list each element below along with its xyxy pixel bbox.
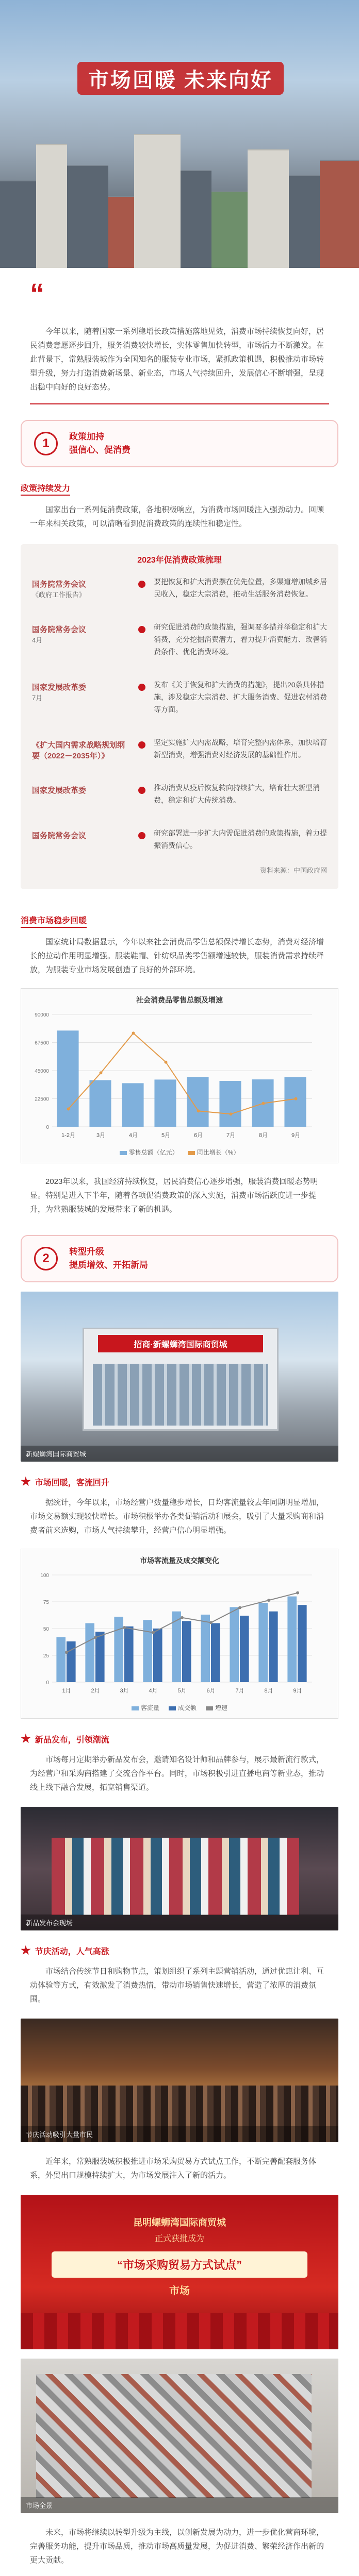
- x-tick-label: 7月: [226, 1132, 236, 1139]
- bar: [230, 1607, 239, 1682]
- x-tick-label: 1-2月: [61, 1132, 75, 1139]
- x-tick-label: 8月: [264, 1688, 273, 1694]
- chart-retail-svg: [26, 1008, 333, 1142]
- line-point: [123, 1626, 126, 1629]
- market-building-photo: [21, 1292, 338, 1462]
- y-tick-label: 50: [43, 1626, 49, 1632]
- x-tick-label: 8月: [258, 1132, 268, 1139]
- line-point: [197, 1109, 200, 1112]
- section-1-subhead-2: 消费市场稳步回暖: [21, 914, 87, 928]
- line-point: [230, 1112, 233, 1115]
- line-point: [152, 1631, 155, 1634]
- x-tick-label: 9月: [293, 1688, 302, 1694]
- bar: [219, 1081, 241, 1127]
- hero-image: [0, 0, 359, 268]
- banner-line2: 正式获批成为: [154, 2234, 204, 2243]
- festival-photo: [21, 2019, 338, 2142]
- star-head-1: ★ 市场回暖，客流回升: [21, 1475, 109, 1488]
- line-point: [296, 1591, 299, 1595]
- bar: [153, 1629, 162, 1682]
- star-head-3: ★ 节庆活动，人气高涨: [21, 1944, 109, 1957]
- photo-1-caption: 新螺蛳湾国际商贸城: [21, 1446, 338, 1462]
- timeline-text: 发布《关于恢复和扩大消费的措施》，提出20条具体措施，涉及稳定大宗消费、扩大服务消费、促进农村消费等方面。: [154, 681, 327, 714]
- timeline-text: 研究部署进一步扩大内需促进消费的政策措施，着力提振消费信心。: [154, 829, 327, 850]
- timeline-row: [32, 621, 327, 658]
- star-icon: ★: [21, 1475, 31, 1488]
- timeline-org: 国务院常务会议 4月: [32, 625, 87, 644]
- section-1-number: 1: [34, 432, 58, 455]
- chart-retail-legend-line: 同比增长（%）: [188, 1148, 240, 1157]
- y-tick-label: 100: [40, 1573, 49, 1579]
- timeline-dot: [138, 626, 145, 633]
- y-tick-label: 90000: [35, 1012, 49, 1018]
- bar: [284, 1077, 306, 1127]
- x-tick-label: 2月: [91, 1688, 100, 1694]
- line-point: [238, 1606, 241, 1609]
- x-tick-label: 6月: [193, 1132, 203, 1139]
- chart-retail-title: 社会消费品零售总额及增速: [136, 996, 223, 1004]
- y-tick-label: 0: [46, 1125, 49, 1130]
- chart-market-svg: [26, 1569, 333, 1698]
- x-tick-label: 7月: [235, 1688, 244, 1694]
- timeline-row: [32, 575, 327, 600]
- star-2-para: 市场每月定期举办新品发布会，邀请知名设计师和品牌参与，展示最新流行款式，为经营户和采购商搭建了交流合作平台。同时，市场积极引进直播电商等新业态，推动线上线下融合发展，拓宽销售渠道。: [30, 1755, 324, 1792]
- x-tick-label: 5月: [161, 1132, 171, 1139]
- aerial-photo: [21, 2359, 338, 2513]
- section-1-title-line2: 强信心、促消费: [69, 445, 130, 455]
- photo-4-caption: 市场全景: [21, 2497, 338, 2513]
- banner-line3: “市场采购贸易方式试点”: [52, 2251, 307, 2278]
- banner-line4: 市场: [169, 2285, 190, 2297]
- bar: [298, 1605, 307, 1682]
- intro-quote-mark: “: [30, 277, 44, 310]
- y-tick-label: 75: [43, 1600, 49, 1605]
- line-point: [65, 1651, 68, 1654]
- section-2-header: [21, 1235, 338, 1282]
- bar: [89, 1080, 111, 1127]
- x-tick-label: 1月: [62, 1688, 71, 1694]
- bar: [57, 1030, 78, 1127]
- timeline-org: 国家发展改革委 7月: [32, 683, 87, 702]
- bar: [114, 1617, 123, 1682]
- photo-3-caption: 节庆活动吸引大量市民: [21, 2126, 338, 2142]
- hero-title: 市场回暖 未来向好: [88, 69, 273, 92]
- timeline-org: 国务院常务会议: [32, 832, 87, 840]
- bar: [240, 1616, 249, 1682]
- x-tick-label: 3月: [120, 1688, 129, 1694]
- star-icon: ★: [21, 1732, 31, 1745]
- line-point: [262, 1102, 265, 1105]
- timeline-row: [32, 827, 327, 852]
- line-point: [267, 1599, 270, 1602]
- timeline-text: 坚定实施扩大内需战略，培育完整内需体系，加快培育新型消费，增强消费对经济发展的基础性作用。: [154, 738, 327, 759]
- bar: [122, 1083, 143, 1127]
- section-2-number: 2: [34, 1247, 58, 1270]
- line-point: [165, 1061, 168, 1064]
- bar: [124, 1626, 134, 1682]
- star-head-2: ★ 新品发布，引领潮流: [21, 1732, 109, 1745]
- section-1-title-line1: 政策加持: [69, 432, 104, 442]
- bar: [143, 1620, 152, 1682]
- section-2-title-line2: 提质增效、开拓新局: [69, 1260, 148, 1270]
- bar: [95, 1632, 105, 1682]
- y-tick-label: 45000: [35, 1069, 49, 1074]
- star-1-para: 据统计，今年以来，市场经营户数量稳步增长，日均客流量较去年同期明显增加，市场交易额实现较快增长。市场积极举办各类促销活动和展会，吸引了大量采购商和消费者前来选购，市场人气持续攀升，经营户信心明显增强。: [30, 1498, 324, 1535]
- bar: [269, 1612, 278, 1682]
- timeline-note: 资料来源：中国政府网: [259, 867, 327, 874]
- x-tick-label: 4月: [128, 1132, 138, 1139]
- timeline-row: [32, 736, 327, 761]
- section-2-para-2: 未来，市场将继续以转型升级为主线，以创新发展为动力，进一步优化营商环境，完善服务功能，提升市场品质，推动市场高质量发展，为促进消费、繁荣经济作出新的更大贡献。: [30, 2528, 324, 2565]
- photo-2-caption: 新品发布会现场: [21, 1914, 338, 1930]
- star-icon: ★: [21, 1944, 31, 1957]
- chart-retail: [21, 988, 338, 1163]
- timeline-dot: [138, 787, 145, 794]
- y-tick-label: 22500: [35, 1096, 49, 1103]
- x-tick-label: 4月: [149, 1688, 158, 1694]
- section-1-para-2: 国家统计局数据显示，今年以来社会消费品零售总额保持增长态势，消费对经济增长的拉动作用明显增强。服装鞋帽、针纺织品类零售额增速较快，服装消费需求持续释放，为服装专业市场发展创造了良好的外部环境。: [30, 938, 324, 974]
- market-sign: 招商·新螺蛳湾国际商贸城: [98, 1335, 263, 1352]
- x-tick-label: 9月: [291, 1132, 301, 1139]
- fashion-show-photo: [21, 1807, 338, 1930]
- timeline-org: 国务院常务会议 《政府工作报告》: [32, 580, 87, 599]
- chart-market-title: 市场客流量及成交额变化: [140, 1556, 219, 1565]
- bar: [182, 1621, 191, 1682]
- star-3-para: 市场结合传统节日和购物节点，策划组织了系列主题营销活动，通过优惠让利、互动体验等方式，有效激发了消费热情，带动市场销售快速增长，营造了浓厚的消费氛围。: [30, 1967, 324, 2004]
- timeline-text: 推动消费从疫后恢复转向持续扩大，培育壮大新型消费，稳定和扩大传统消费。: [154, 784, 320, 804]
- policy-timeline: [21, 544, 338, 889]
- section-1-header: [21, 420, 338, 467]
- section-2-title-line1: 转型升级: [69, 1247, 104, 1257]
- line-point: [94, 1636, 97, 1639]
- y-tick-label: 25: [43, 1653, 49, 1659]
- bar: [211, 1623, 220, 1682]
- section-1-subhead-1: 政策持续发力: [21, 482, 70, 496]
- line-point: [181, 1616, 184, 1619]
- y-tick-label: 0: [46, 1680, 49, 1686]
- line-point: [100, 1071, 103, 1074]
- line-point: [67, 1107, 70, 1110]
- section-1-para-3: 2023年以来，我国经济持续恢复，居民消费信心逐步增强，服装消费回暖态势明显。特别是进入下半年，随着各项促消费政策的深入实施，消费市场活跃度进一步提升，为常熟服装城的发展带来了新的机遇。: [30, 1177, 318, 1214]
- chart-market-legend-c: 增速: [206, 1703, 227, 1712]
- bar: [85, 1623, 94, 1682]
- timeline-text: 要把恢复和扩大消费摆在优先位置，多渠道增加城乡居民收入，稳定大宗消费，推动生活服务消费恢复。: [154, 578, 327, 598]
- bar: [154, 1079, 176, 1127]
- timeline-row: [32, 679, 327, 716]
- bar: [67, 1641, 76, 1682]
- section-1-para-1: 国家出台一系列促消费政策，各地积极响应，为消费市场回暖注入强劲动力。回顾一年来相关政策，可以清晰看到促消费政策的连续性和稳定性。: [30, 505, 324, 528]
- chart-market: [21, 1549, 338, 1719]
- y-tick-label: 67500: [35, 1040, 49, 1046]
- timeline-dot: [138, 741, 145, 749]
- bar: [56, 1637, 66, 1682]
- x-tick-label: 5月: [177, 1688, 187, 1694]
- hero-title-box: [77, 62, 284, 95]
- chart-retail-legend-bar: 零售总额（亿元）: [120, 1148, 178, 1157]
- timeline-org: 《扩大国内需求战略规划纲要（2022－2035年）》: [32, 741, 125, 760]
- timeline-dot: [138, 832, 145, 839]
- line-point: [209, 1621, 213, 1624]
- line-point: [132, 1031, 135, 1035]
- line-point: [295, 1097, 298, 1100]
- timeline-row: [32, 782, 327, 806]
- pilot-banner: [21, 2195, 338, 2349]
- bar: [187, 1077, 208, 1127]
- intro-text: 今年以来，随着国家一系列稳增长政策措施落地见效，消费市场持续恢复向好，居民消费意愿逐步回升，服务消费较快增长，实体零售加快转型，市场活力不断激发。在此背景下，常熟服装城作为全国知名的服装专业市场，紧抓政策机遇，积极推动市场转型升级，努力打造消费新场景、新业态，市场人气持续回升，发展信心不断增强，呈现出稳中向好的良好态势。: [30, 327, 324, 392]
- timeline-text: 研究促进消费的政策措施，强调要多措并举稳定和扩大消费，充分挖掘消费潜力，着力提升消费能力、改善消费条件、优化消费环境。: [154, 623, 327, 656]
- banner-line1: 昆明螺蛳湾国际商贸城: [133, 2217, 226, 2228]
- chart-market-legend-b: 成交额: [169, 1703, 197, 1712]
- timeline-dot: [138, 581, 145, 588]
- bar: [287, 1597, 297, 1682]
- timeline-dot: [138, 684, 145, 691]
- x-tick-label: 3月: [96, 1132, 106, 1139]
- bar: [201, 1615, 210, 1682]
- x-tick-label: 6月: [206, 1688, 216, 1694]
- timeline-org: 国家发展改革委: [32, 786, 87, 795]
- section-2-para: 近年来，常熟服装城积极推进市场采购贸易方式试点工作，不断完善配套服务体系，外贸出口规模持续扩大，为市场发展注入了新的活力。: [30, 2157, 317, 2180]
- timeline-head: 2023年促消费政策梳理: [137, 556, 222, 565]
- chart-market-legend-a: 客流量: [132, 1703, 159, 1712]
- bar: [258, 1603, 268, 1682]
- divider: [30, 403, 329, 404]
